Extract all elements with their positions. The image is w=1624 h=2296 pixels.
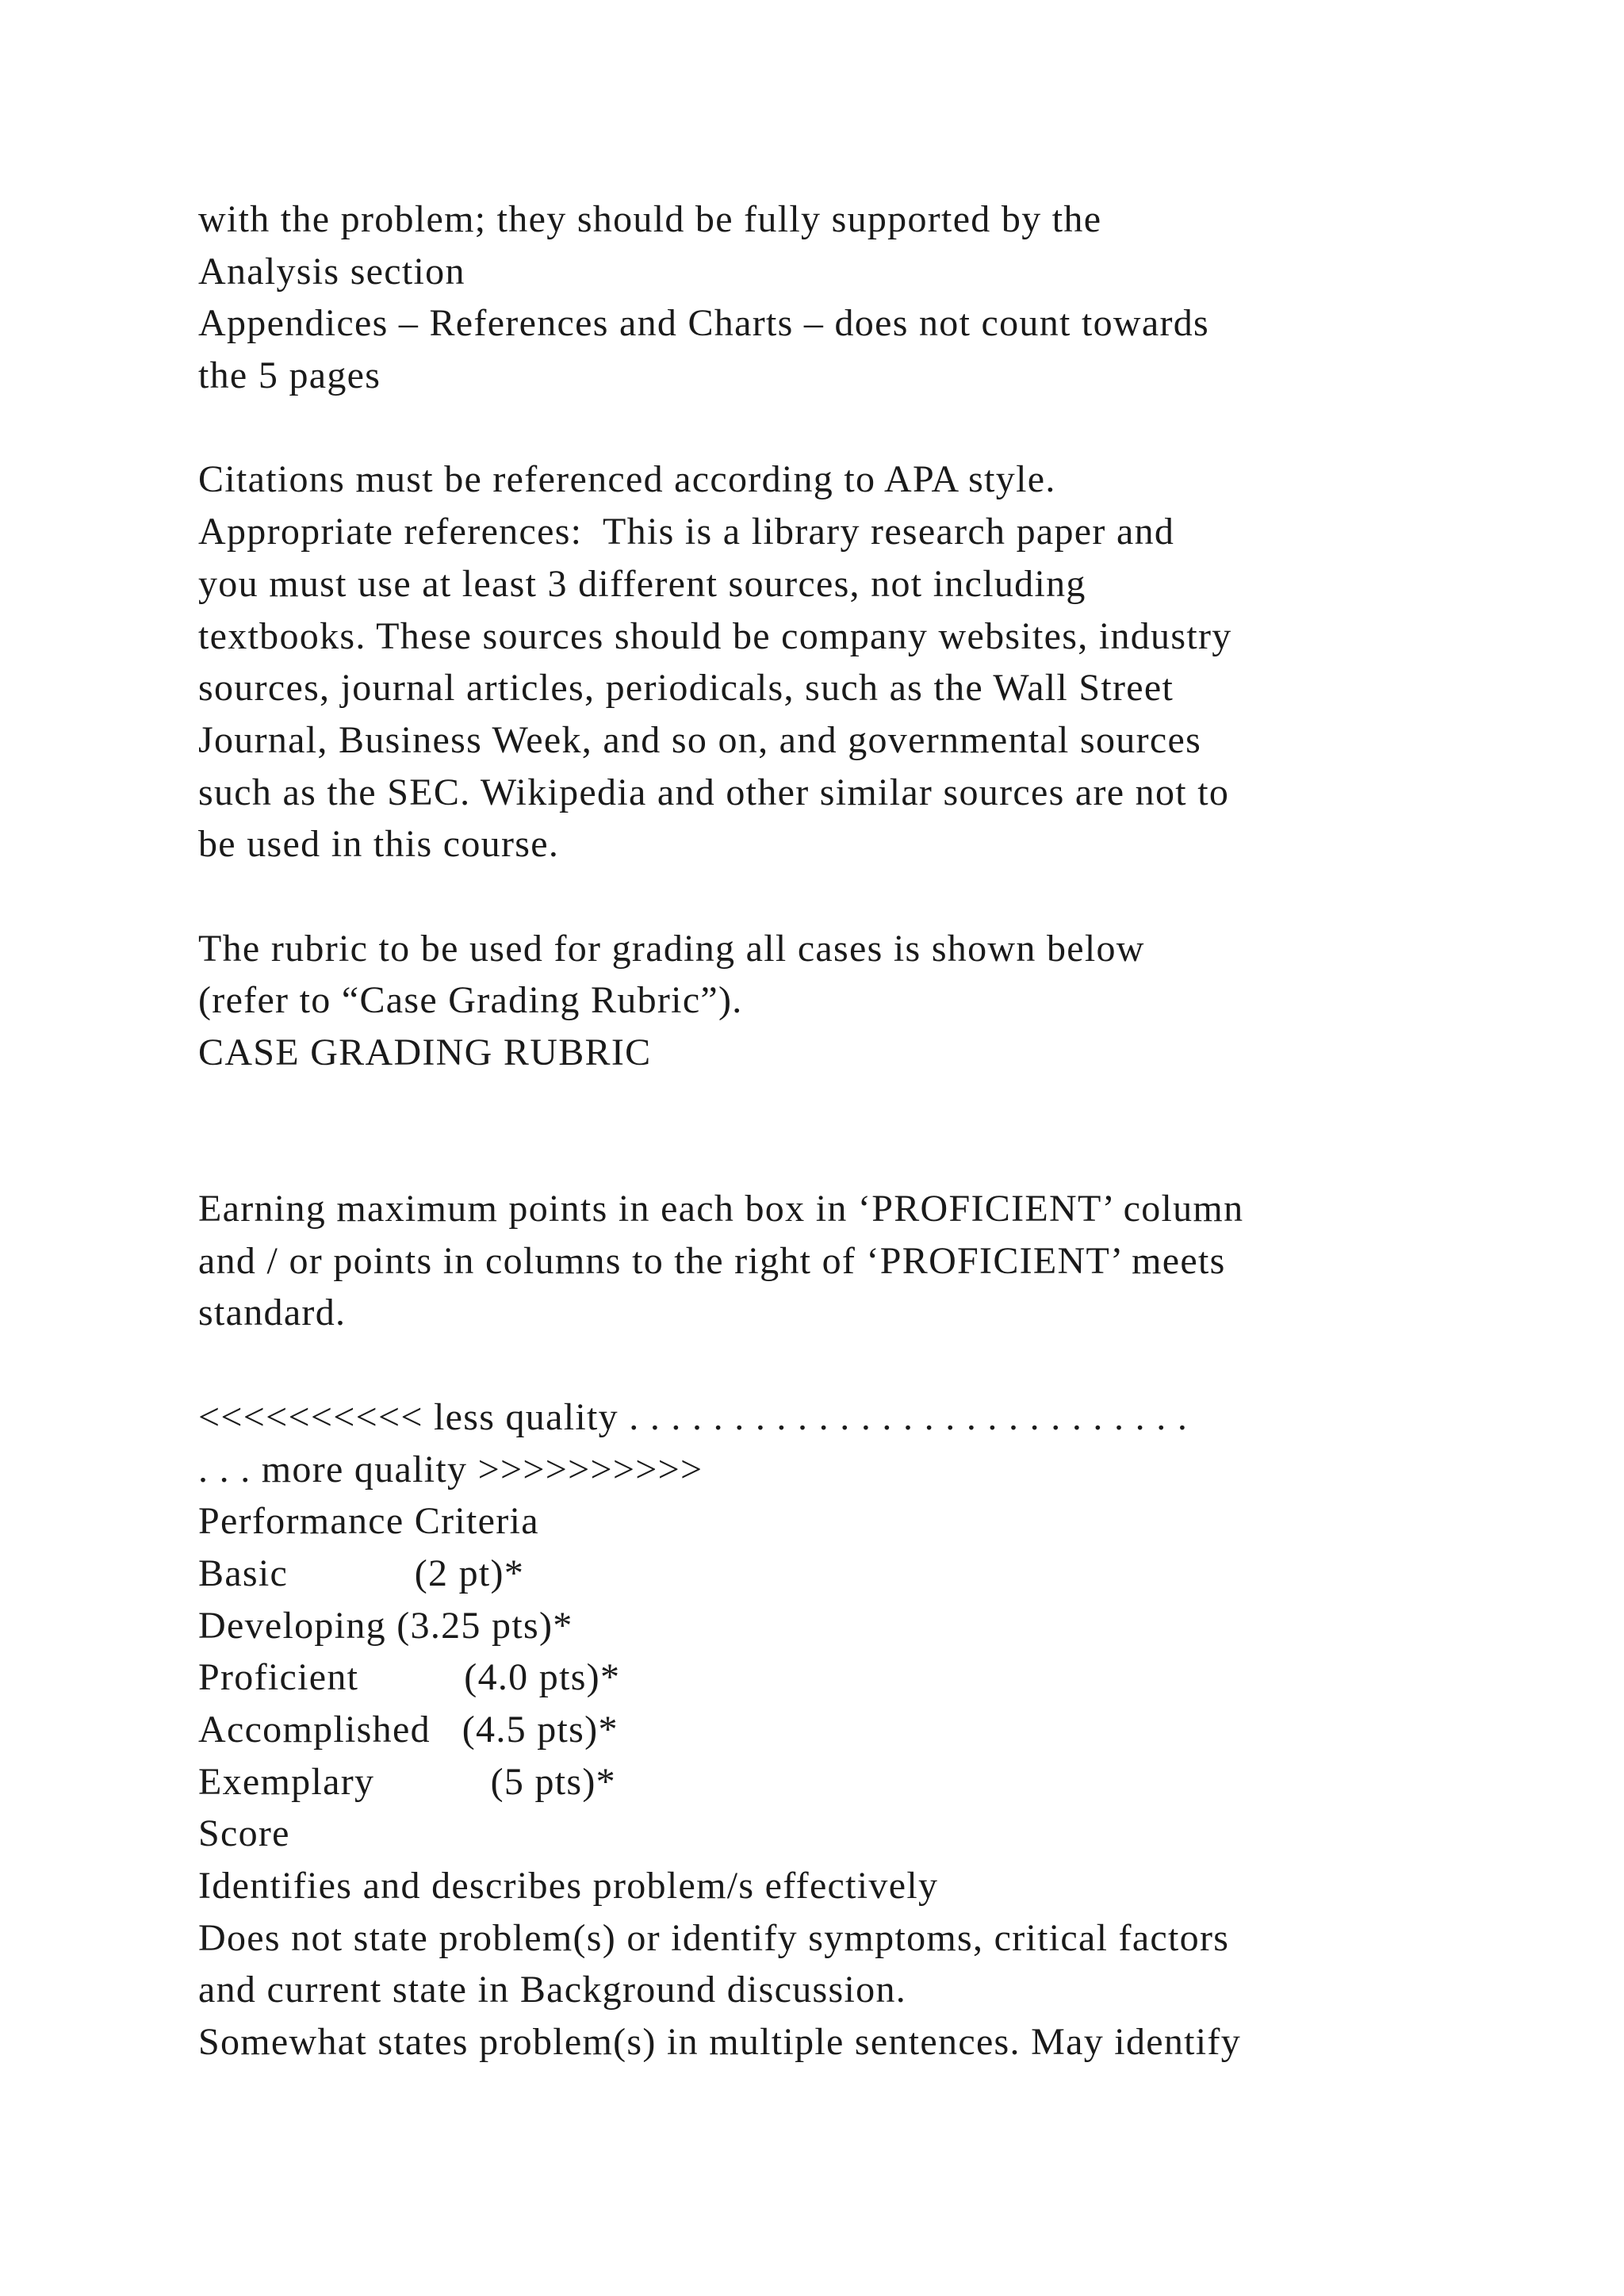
text-line: Somewhat states problem(s) in multiple sentences. May identify bbox=[198, 2021, 1242, 2064]
quality-scale-line: . . . more quality >>>>>>>>>> bbox=[198, 1448, 703, 1490]
text-line: Journal, Business Week, and so on, and governmental sources bbox=[198, 718, 1202, 761]
rubric-header-basic: Basic (2 pt)* bbox=[198, 1552, 525, 1594]
rubric-header-score: Score bbox=[198, 1812, 290, 1855]
quality-scale-line: <<<<<<<<<< less quality . . . . . . . . . . . . . . . . . . . . . . . . . . . bbox=[198, 1395, 1189, 1438]
text-line: textbooks. These sources should be company websites, industry bbox=[198, 614, 1232, 657]
text-line: with the problem; they should be fully supported by the bbox=[198, 198, 1102, 240]
rubric-header-accomplished: Accomplished (4.5 pts)* bbox=[198, 1708, 619, 1751]
text-line: Appropriate references: This is a library research paper and bbox=[198, 511, 1175, 553]
text-line: you must use at least 3 different sources, not including bbox=[198, 562, 1086, 605]
text-line: Appendices – References and Charts – does not count towards bbox=[198, 302, 1210, 345]
text-line: Does not state problem(s) or identify symptoms, critical factors bbox=[198, 1916, 1230, 1959]
text-line: Earning maximum points in each box in ‘PROFICIENT’ column bbox=[198, 1188, 1244, 1230]
document-body bbox=[198, 193, 1499, 2068]
rubric-header-proficient: Proficient (4.0 pts)* bbox=[198, 1656, 621, 1699]
text-line: standard. bbox=[198, 1292, 347, 1334]
blank-line bbox=[198, 1079, 1499, 1131]
rubric-criterion: Identifies and describes problem/s effectively bbox=[198, 1865, 939, 1907]
text-line: be used in this course. bbox=[198, 823, 560, 866]
blank-line bbox=[198, 871, 1499, 923]
text-line: The rubric to be used for grading all cases is shown below bbox=[198, 927, 1145, 970]
text-line: sources, journal articles, periodicals, such as the Wall Street bbox=[198, 667, 1174, 710]
blank-line bbox=[198, 402, 1499, 454]
rubric-header-performance-criteria: Performance Criteria bbox=[198, 1500, 539, 1543]
text-line: Citations must be referenced according to APA style. bbox=[198, 458, 1056, 501]
rubric-header-exemplary: Exemplary (5 pts)* bbox=[198, 1760, 616, 1803]
text-line: and / or points in columns to the right of ‘PROFICIENT’ meets bbox=[198, 1239, 1226, 1282]
text-line: and current state in Background discussion. bbox=[198, 1969, 907, 2011]
blank-line bbox=[198, 1131, 1499, 1183]
text-line: the 5 pages bbox=[198, 354, 381, 397]
text-line: such as the SEC. Wikipedia and other similar sources are not to bbox=[198, 771, 1230, 813]
text-line: (refer to “Case Grading Rubric”). bbox=[198, 979, 743, 1022]
text-line: Analysis section bbox=[198, 250, 465, 293]
rubric-heading: CASE GRADING RUBRIC bbox=[198, 1031, 652, 1073]
blank-line bbox=[198, 1339, 1499, 1391]
rubric-header-developing: Developing (3.25 pts)* bbox=[198, 1604, 573, 1647]
